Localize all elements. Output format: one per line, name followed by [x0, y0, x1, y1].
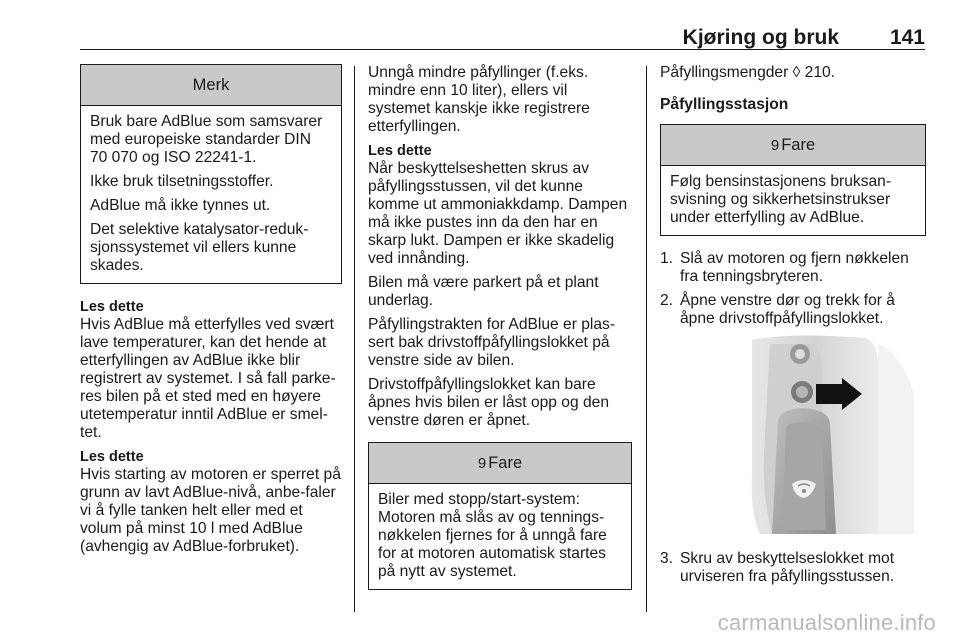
step-text: Åpne venstre dør og trekk for å åpne drivstoffpåfyllingslokket.: [680, 292, 895, 327]
steps-list-continued: [660, 550, 926, 586]
notice-title: Merk: [81, 65, 341, 106]
watermark: carmanualsonline.info: [717, 610, 936, 635]
column-2: [368, 64, 632, 590]
notice-paragraph: AdBlue må ikke tynnes ut.: [90, 197, 271, 214]
column-3: [660, 64, 926, 592]
section-heading: Påfyllingsstasjon: [660, 96, 789, 113]
column-1: [80, 64, 342, 556]
note-text: Hvis starting av motoren er sperret på grunn av lavt AdBlue-nivå, anbe-faler vi å fylle tanken helt eller med et volum på minst 10 l med AdBlue (avhengig av AdBlue-forbruket).: [80, 466, 341, 555]
step-item: [660, 292, 926, 328]
step-text: Slå av motoren og fjern nøkkelen fra tenningsbryteren.: [680, 250, 909, 285]
warning-icon: 9: [770, 137, 780, 154]
body-paragraph: Drivstoffpåfyllingslokket kan bare åpnes hvis bilen er låst opp og den venstre døren er åpnet.: [368, 376, 610, 429]
step-item: [660, 250, 926, 286]
step-number: 3.: [660, 550, 674, 567]
page-header: [80, 22, 925, 50]
notice-paragraph: Det selektive katalysator-reduk-sjonssystemet vil ellers kunne skades.: [90, 221, 309, 274]
warning-title: [661, 125, 925, 166]
column-divider-2: [646, 66, 647, 612]
notice-body: [81, 106, 341, 283]
warning-body: [661, 166, 925, 235]
step-number: 1.: [660, 250, 674, 267]
body-paragraph: Bilen må være parkert på et plant underlag.: [368, 274, 599, 309]
note-label: Les dette: [80, 299, 144, 315]
notice-paragraph: Bruk bare AdBlue som samsvarer med europeiske standarder DIN 70 070 og ISO 22241-1.: [90, 113, 323, 166]
notice-paragraph: Ikke bruk tilsetningsstoffer.: [90, 173, 274, 190]
warning-box: [660, 124, 926, 236]
body-paragraph: Påfyllingstrakten for AdBlue er plas-sert bak drivstoffpåfyllingslokket på venstre side av bilen.: [368, 316, 616, 369]
warning-box: [368, 442, 632, 590]
step-item: [660, 550, 926, 586]
intro-paragraph: Unngå mindre påfyllinger (f.eks. mindre enn 10 liter), ellers vil systemet kanskje ikke registrere etterfyllingen.: [368, 64, 590, 135]
section-title: Kjøring og bruk: [682, 26, 839, 49]
fuel-flap-illustration: [742, 334, 924, 542]
warning-title-text: Fare: [488, 454, 523, 472]
note-text: Når beskyttelseshetten skrus av påfyllingsstussen, vil det kunne komme ut ammoniakkdamp. Dampen må ikke pustes inn da den har en skarp lukt. Dampen er ikke skadelig ved innånding.: [368, 160, 628, 267]
column-divider-1: [354, 66, 355, 612]
notice-box: [80, 64, 342, 284]
note-label: Les dette: [80, 449, 144, 465]
warning-title-text: Fare: [781, 136, 816, 154]
step-number: 2.: [660, 292, 674, 309]
note-text: Hvis AdBlue må etterfylles ved svært lave temperaturer, kan det hende at etterfyllingen av AdBlue ikke blir registrert av systemet. I så fall parke-res bilen på et sted med en høyere utetemperatur inntil AdBlue er smel-tet.: [80, 316, 336, 441]
note-label: Les dette: [368, 143, 432, 159]
warning-text: Følg bensinstasjonens bruksan-svisning og sikkerhetsinstrukser under etterfylling av AdBlue.: [670, 173, 892, 226]
warning-title: [369, 443, 631, 484]
header-rule: [80, 49, 925, 50]
warning-text: Biler med stopp/start-system: Motoren må slås av og tennings-nøkkelen fjernes for å unngå fare for at motoren automatisk startes på nytt av systemet.: [378, 491, 607, 580]
warning-icon: 9: [477, 455, 487, 472]
step-text: Skru av beskyttelseslokket mot urviseren fra påfyllingsstussen.: [680, 550, 895, 585]
steps-list: [660, 250, 926, 328]
reference-line: Påfyllingsmengder ◊ 210.: [660, 64, 836, 81]
warning-body: [369, 484, 631, 589]
page-number: 141: [889, 26, 925, 49]
